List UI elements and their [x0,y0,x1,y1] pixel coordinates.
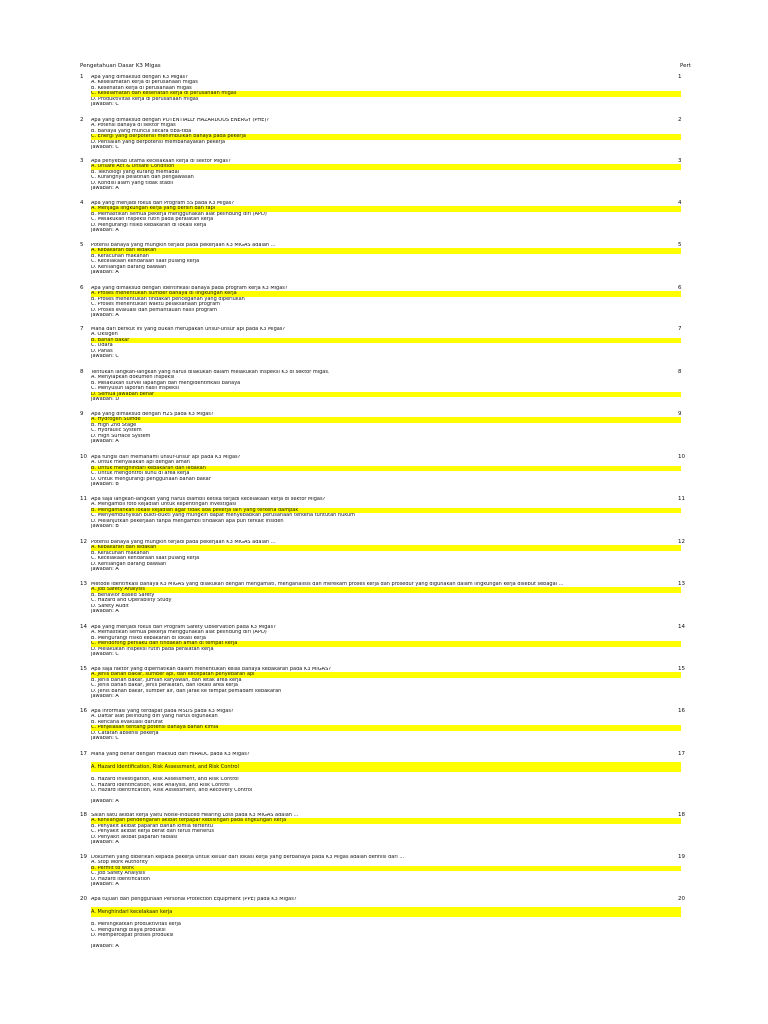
question-page-number: 13 [678,581,685,587]
answer-key: Jawaban: C [91,144,119,150]
question-text: Mana dari berikut ini yang bukan merupakan unsur-unsur api pada K3 Migas? [91,327,286,332]
answer-key: Jawaban: C [91,101,119,107]
answer-option: D. Hazard Identification, Risk Assessment, and Recovery Control [91,788,253,794]
answer-option-highlighted: D. Semua jawaban benar [91,392,681,397]
question-number: 16 [80,708,87,714]
answer-option: C. Penyakit akibat kerja berat dan terus menerus [91,829,215,835]
question-number: 3 [80,158,84,164]
question-page-number: 18 [678,812,685,818]
answer-option: C. Kecelakaan kendaraan saat pulang kerja [91,259,200,265]
answer-option-highlighted: A. Menjaga lingkungan kerja yang bersih dan rapi [91,206,681,211]
answer-option: D. Proses evaluasi dan pemantauan hasil program [91,307,218,313]
question-text: Salah satu akibat kerja yaitu Noise-Induced Hearing Loss pada K3 MIGAS adalah ... [91,813,299,818]
answer-option: A. Stop Work Authority [91,860,148,866]
answer-option-highlighted: A. Hydrogen Sulfide [91,417,681,422]
question-page-number: 9 [678,411,682,417]
answer-option-highlighted: B. Bahan bakar [91,338,681,343]
answer-option-highlighted: A. Unsafe Act & Unsafe Condition [91,164,681,169]
answer-option: D. Safety Audit [91,603,129,609]
question-text: Apa yang menjadi fokus dari Program 5S pada K3 Migas? [91,201,235,206]
answer-option-highlighted: A. Hazard Identification, Risk Assessment, and Risk Control [91,762,681,772]
question-text: Apa saja langkah-langkah yang harus diambil ketika terjadi kecelakaan kerja di sektor Migas? [91,497,326,502]
question-page-number: 11 [678,496,685,502]
column-label: Pert [680,63,691,69]
question-text: Mana yang benar dengan maksud dari HIRADC pada K3 Migas? [91,752,250,757]
answer-key: Jawaban: A [91,566,119,572]
answer-option-highlighted: A. Kehilangan pendengaran akibat terpapar kebisingan pada lingkungan kerja [91,818,681,823]
answer-option-highlighted: B. Mengamankan lokasi kejadian agar tidak ada pekerja lain yang terkena dampak [91,508,681,513]
answer-key: Jawaban: C [91,735,119,741]
question-text: Potensi bahaya yang mungkin terjadi pada pekerjaan K3 MIGAS adalah ... [91,243,276,248]
answer-option: B. Hazard Investigation, Risk Assessment, and Risk Control [91,777,239,783]
question-page-number: 19 [678,854,685,860]
question-number: 18 [80,812,87,818]
question-number: 6 [80,285,84,291]
question-text: Apa fungsi dari memahami unsur-unsur api pada K3 Migas? [91,455,241,460]
answer-option: A. Daftar alat pelindung diri yang harus digunakan [91,714,218,720]
answer-option: C. Melakukan inspeksi rutin pada peralatan kerja [91,217,214,223]
answer-key: Jawaban: B [91,523,119,529]
question-number: 1 [80,74,84,80]
question-number: 15 [80,666,87,672]
answer-option-highlighted: A. Proses menentukan sumber bahaya di lingkungan kerja [91,291,681,296]
answer-key: Jawaban: A [91,798,119,804]
answer-option-highlighted: C. Keselamatan dan kesehatan kerja di perusahaan migas [91,91,681,96]
answer-option: D. Melanjutkan pekerjaan tanpa mengambil tindakan apa pun terkait insiden [91,518,284,524]
answer-option: A. Oksigen [91,332,118,338]
answer-option: B. Melakukan survei lapangan dan mengidentifikasi bahaya [91,380,241,386]
question-page-number: 20 [678,896,685,902]
question-number: 4 [80,200,84,206]
answer-option: C. Udara [91,343,113,349]
question-number: 8 [80,369,84,375]
question-page-number: 8 [678,369,682,375]
document-title: Pengetahuan Dasar K3 Migas [80,63,161,69]
question-text: Apa yang dimaksud dengan POTENTIALLY HAZARDOUS ENERGY (PHE)? [91,118,269,123]
answer-key: Jawaban: A [91,438,119,444]
answer-option: D. High Surface System [91,433,151,439]
answer-option: D. Mengurangi risiko kebakaran di lokasi kerja [91,222,207,228]
question-page-number: 16 [678,708,685,714]
answer-option: A. Mengambil foto kejadian untuk kepentingan investigasi [91,502,237,508]
answer-key: Jawaban: C [91,353,119,359]
question-page-number: 1 [678,74,682,80]
answer-option: C. Kurangnya pelatihan dan pengawasan [91,175,194,181]
question-number: 17 [80,751,87,757]
question-text: Apa yang menjadi fokus dari Program Safety Observation pada K3 Migas? [91,625,276,630]
answer-option: D. Kondisi alam yang tidak stabil [91,180,174,186]
answer-option: C. Hazard and Operability Study [91,598,172,604]
answer-option: B. Mengurangi risiko kebakaran di lokasi kerja [91,635,206,641]
answer-option: D. Untuk mengurangi penggunaan bahan bakar [91,476,211,482]
answer-option: C. Jenis bahan bakar, jenis peralatan, dan lokasi area kerja [91,683,238,689]
answer-key: Jawaban: D [91,396,120,402]
answer-key: Jawaban: A [91,312,119,318]
question-text: Apa informasi yang terdapat pada MSDS pada K3 Migas? [91,709,234,714]
question-page-number: 14 [678,624,685,630]
question-page-number: 15 [678,666,685,672]
answer-key: Jawaban: B [91,481,119,487]
question-text: Metode identifikasi bahaya K3 MIGAS yang dilakukan dengan mengamati, menganalisis dan merekam proses kerja dan prosedur yang digunakan dalam lingkungan kerja disebut sebagai ... [91,582,564,587]
question-page-number: 17 [678,751,685,757]
answer-option: C. Proses menentukan waktu pelaksanaan program [91,302,221,308]
answer-option: D. Panas [91,348,113,354]
answer-option-highlighted: C. Energi yang berpotensi menimbulkan bahaya pada pekerja [91,134,681,139]
answer-option: A. Menyiapkan dokumen inspeksi [91,375,175,381]
answer-key: Jawaban: A [91,227,119,233]
answer-option: B. Kesehatan kerja di perusahaan migas [91,85,192,91]
answer-key: Jawaban: A [91,693,119,699]
answer-option: D. Produktivitas kerja di perusahaan migas [91,96,199,102]
answer-option-highlighted: A. Kebakaran dan ledakan [91,248,681,253]
question-text: Potensi bahaya yang mungkin terjadi pada pekerjaan K3 MIGAS adalah ... [91,540,276,545]
answer-option: C. Hydraulic System [91,428,142,434]
answer-option: C. Menyusun laporan hasil inspeksi [91,386,179,392]
answer-option: D. Mempercepat proses produksi [91,933,174,939]
answer-option: B. Keracunan makanan [91,253,149,259]
question-number: 11 [80,496,87,502]
answer-option: A. Keselamatan kerja di perusahaan migas [91,80,198,86]
question-text: Apa saja faktor yang diperhatikan dalam menentukan kelas bahaya kebakaran pada K3 MIGAS? [91,667,331,672]
question-text: Apa yang dimaksud dengan H2S pada K3 Migas? [91,412,214,417]
question-page-number: 5 [678,242,682,248]
question-number: 13 [80,581,87,587]
question-number: 9 [80,411,84,417]
answer-option: B. High 2nd Stage [91,422,137,428]
answer-option: B. Teknologi yang kurang memadai [91,169,180,175]
question-text: Apa yang dimaksud dengan K3 Migas? [91,75,188,80]
answer-option: D. Hazard Identification [91,876,151,882]
question-text: Tentukan langkah-langkah yang harus dilakukan dalam melakukan inspeksi K3 di sektor migas. [91,370,330,375]
question-number: 20 [80,896,87,902]
answer-option: D. Kehilangan barang bawaan [91,264,167,270]
answer-option: A. Memastikan semua pekerja menggunakan alat pelindung diri (APD) [91,630,267,636]
question-page-number: 10 [678,454,685,460]
answer-option: B. Bahaya yang muncul secara tiba-tiba [91,128,192,134]
answer-key: Jawaban: A [91,269,119,275]
answer-option-highlighted: A. Kebakaran dan ledakan [91,545,681,550]
answer-option: C. Menyembunyikan bukti-bukti yang mungkin dapat menyebabkan perusahaan terkena tuntutan hukum [91,513,356,519]
answer-option: D. Perisalah yang berpotensi membahayakan pekerja [91,139,226,145]
question-page-number: 12 [678,539,685,545]
answer-key: Jawaban: C [91,651,119,657]
answer-option-highlighted: C. Penjelasan tentang potensi bahaya bahan kimia [91,725,681,730]
answer-option: C. Kecelakaan kendaraan saat pulang kerja [91,556,200,562]
answer-option-highlighted: C. Mendorong perilaku dan tindakan aman di tempat kerja [91,641,681,646]
question-number: 14 [80,624,87,630]
answer-option: B. Rencana evakuasi darurat [91,719,163,725]
answer-option-highlighted: A. Jenis bahan bakar, sumber api, dan kecepatan penyebaran api [91,672,681,677]
answer-key: Jawaban: A [91,943,119,949]
question-number: 2 [80,117,84,123]
answer-option: C. Mengurangi biaya produksi [91,927,166,933]
answer-option: C. Hazard Identification, Risk Analysis, and Risk Control [91,782,230,788]
question-number: 10 [80,454,87,460]
question-number: 7 [80,326,84,332]
answer-option: C. Job Safety Analysis [91,871,146,877]
answer-option-highlighted: B. Untuk menghindari kebakaran dan ledakan [91,466,681,471]
answer-option: D. Penyakit akibat paparan radiasi [91,834,178,840]
question-page-number: 6 [678,285,682,291]
answer-key: Jawaban: A [91,881,119,887]
answer-option: B. Jenis bahan bakar, jumlah karyawan, dan letak area kerja [91,677,242,683]
question-number: 12 [80,539,87,545]
answer-key: Jawaban: A [91,608,119,614]
answer-option: B. Penyakit akibat paparan bahan kimia tertentu [91,823,213,829]
question-text: Apa yang dimaksud dengan identifikasi bahaya pada program kerja K3 Migas? [91,286,288,291]
question-text: Apa tujuan dari penggunaan Personal Protection Equipment (PPE) pada K3 Migas? [91,897,297,902]
answer-option: B. Behavior Based Safety [91,592,155,598]
answer-option-highlighted: A. Job Safety Analysis [91,587,681,592]
question-page-number: 7 [678,326,682,332]
answer-option: D. Kehilangan barang bawaan [91,561,167,567]
answer-option: B. Memastikan semua pekerja menggunakan alat pelindung diri (APD) [91,211,267,217]
question-page-number: 4 [678,200,682,206]
question-text: Dokumen yang diberikan kepada pekerja untuk keluar dari lokasi kerja yang berbahaya pada K3 Migas adalah definisi dari ... [91,855,405,860]
answer-option-highlighted: A. Menghindari kecelakaan kerja [91,907,681,917]
answer-option: C. Untuk mengontrol suhu di area kerja [91,471,190,477]
question-text: Apa penyebab utama kecelakaan kerja di sektor Migas? [91,159,231,164]
answer-key: Jawaban: A [91,185,119,191]
answer-option: B. Proses menentukan tindakan pencegahan yang diperlukan [91,296,245,302]
answer-option: A. Potensi bahaya di sektor migas [91,123,176,129]
answer-key: Jawaban: A [91,839,119,845]
answer-option: D. Catatan absensi pekerja [91,730,159,736]
answer-option: B. Keracunan makanan [91,550,149,556]
question-page-number: 2 [678,117,682,123]
question-page-number: 3 [678,158,682,164]
answer-option: B. Meningkatkan produktivitas kerja [91,922,181,928]
answer-option-highlighted: B. Permit to work [91,866,681,871]
answer-option: D. Jenis bahan bakar, sumber air, dan jarak ke tempat pemadam kebakaran [91,688,282,694]
answer-option: A. Untuk menyalakan api dengan aman [91,460,190,466]
answer-option: D. Melakukan inspeksi rutin pada peralatan kerja [91,646,214,652]
question-number: 19 [80,854,87,860]
question-number: 5 [80,242,84,248]
